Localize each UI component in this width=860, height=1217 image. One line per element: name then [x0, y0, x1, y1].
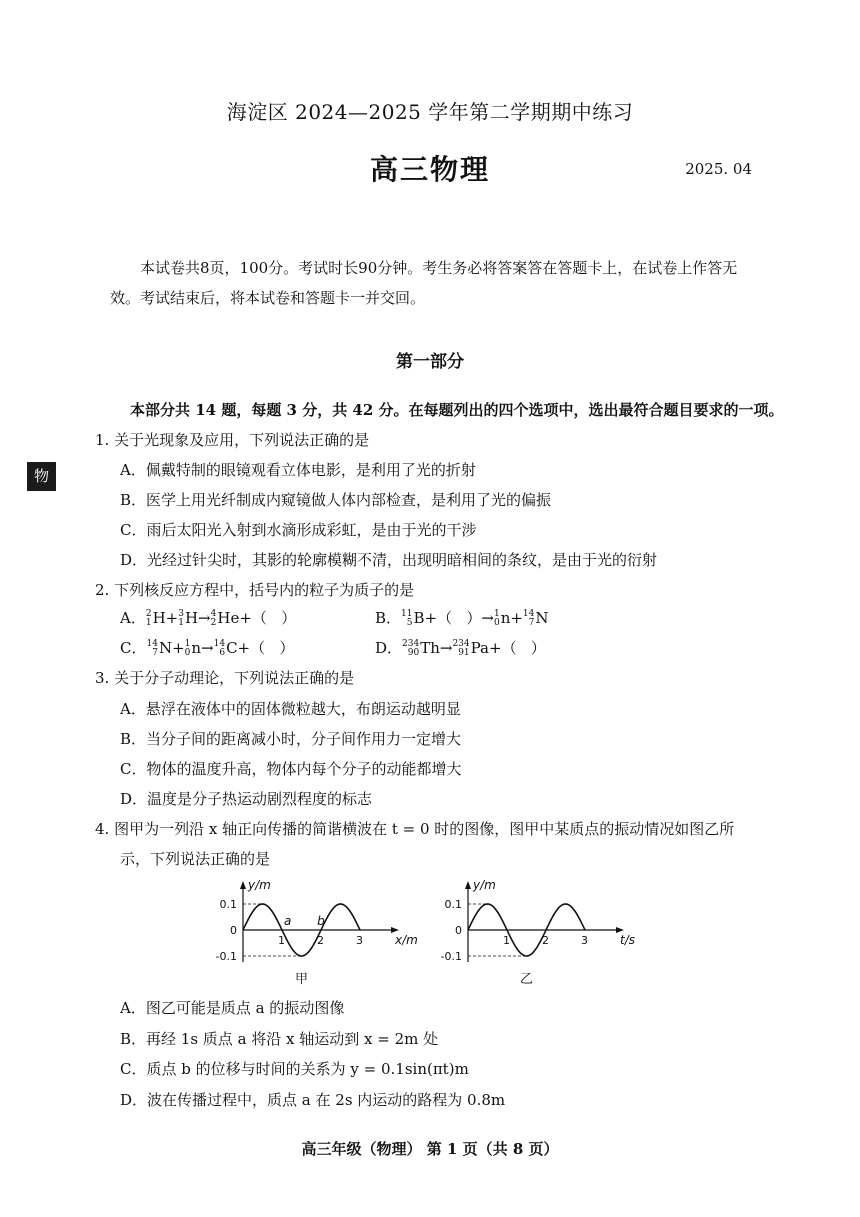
x-tick-label: 2 [542, 934, 549, 947]
q2-option-d: D． 234 90 Th→ 234 91 Pa+（ ） [375, 639, 546, 658]
q2-stem: 2. 下列核反应方程中，括号内的粒子为质子的是 [95, 581, 415, 599]
graph-yi-svg [430, 875, 645, 990]
y-axis-arrow [240, 881, 246, 889]
point-label-b: b [317, 914, 325, 928]
q3-option-c: C．物体的温度升高，物体内每个分子的动能都增大 [120, 760, 462, 778]
q4-option-c: C．质点 b 的位移与时间的关系为 y = 0.1sin(πt)m [120, 1060, 469, 1078]
q3-option-a: A．悬浮在液体中的固体微粒越大，布朗运动越明显 [120, 700, 461, 718]
page-footer: 高三年级（物理） 第 1 页（共 8 页） [301, 1140, 559, 1158]
y-axis-arrow [465, 881, 471, 889]
q3-option-d: D．温度是分子热运动剧烈程度的标志 [120, 790, 373, 808]
x-axis-label: t/s [620, 933, 635, 947]
q2-c-label: C． [120, 639, 147, 657]
exam-instructions: 本试卷共8页，100分。考试时长90分钟。考生务必将答案答在答题卡上，在试卷上作答无效。考试结束后，将本试卷和答题卡一并交回。 [110, 259, 738, 307]
y-tick-label: 0 [455, 924, 462, 937]
graph-yi [430, 875, 645, 994]
q2-b-label: B． [375, 609, 402, 627]
y-tick-label: -0.1 [215, 950, 237, 963]
q4-stem-line2: 示，下列说法正确的是 [120, 850, 271, 868]
q4-option-b: B．再经 1s 质点 a 将沿 x 轴运动到 x = 2m 处 [120, 1030, 439, 1048]
q2-option-b: B． 11 5 B+（ ）→ 1 0 n+ 14 7 N [375, 609, 549, 628]
y-tick-label: 0 [230, 924, 237, 937]
q4-option-d: D．波在传播过程中，质点 a 在 2s 内运动的路程为 0.8m [120, 1091, 506, 1109]
graph-jia [205, 875, 420, 994]
q3-stem: 3. 关于分子动理论，下列说法正确的是 [95, 669, 355, 687]
y-tick-label: 0.1 [444, 898, 462, 911]
graph-caption: 甲 [294, 972, 309, 987]
subject-side-tag: 物 [27, 462, 56, 491]
x-tick-label: 1 [503, 934, 510, 947]
section-title: 第一部分 [396, 352, 464, 372]
y-tick-label: 0.1 [219, 898, 237, 911]
y-axis-label: y/m [248, 878, 271, 892]
exam-date: 2025. 04 [685, 160, 752, 178]
exam-title: 海淀区 2024—2025 学年第二学期期中练习 [226, 100, 634, 124]
q1-stem: 1. 关于光现象及应用，下列说法正确的是 [95, 431, 370, 449]
q2-option-c: C． 14 7 N+ 1 0 n→ 14 6 C+（ ） [120, 639, 295, 658]
x-tick-label: 1 [278, 934, 285, 947]
q2-d-label: D． [375, 639, 403, 657]
x-tick-label: 2 [317, 934, 324, 947]
q1-option-d: D．光经过针尖时，其影的轮廓模糊不清，出现明暗相间的条纹，是由于光的衍射 [120, 551, 658, 569]
q2-a-label: A． [120, 609, 146, 627]
q4-option-a: A．图乙可能是质点 a 的振动图像 [120, 999, 345, 1017]
q3-option-b: B．当分子间的距离减小时，分子间作用力一定增大 [120, 730, 462, 748]
q2-option-a: A． 2 1 H+ 3 1 H→ 4 2 He+（ ） [120, 609, 297, 628]
x-tick-label: 3 [356, 934, 363, 947]
q4-stem-line1: 4. 图甲为一列沿 x 轴正向传播的简谐横波在 t = 0 时的图像，图甲中某质点的振动情况如图乙所 [95, 820, 735, 838]
y-axis-label: y/m [473, 878, 496, 892]
q1-option-a: A．佩戴特制的眼镜观看立体电影，是利用了光的折射 [120, 461, 476, 479]
section-description: 本部分共 14 题，每题 3 分，共 42 分。在每题列出的四个选项中，选出最符合题目要求的一项。 [130, 401, 784, 419]
graph-jia-svg [205, 875, 420, 990]
y-tick-label: -0.1 [440, 950, 462, 963]
q1-option-b: B．医学上用光纤制成内窥镜做人体内部检查，是利用了光的偏振 [120, 491, 552, 509]
subject-title: 高三物理 [369, 153, 490, 186]
q1-option-c: C．雨后太阳光入射到水滴形成彩虹，是由于光的干涉 [120, 521, 477, 539]
x-axis-label: x/m [395, 933, 418, 947]
graph-caption: 乙 [519, 972, 534, 987]
point-label-a: a [283, 914, 292, 928]
x-tick-label: 3 [581, 934, 588, 947]
